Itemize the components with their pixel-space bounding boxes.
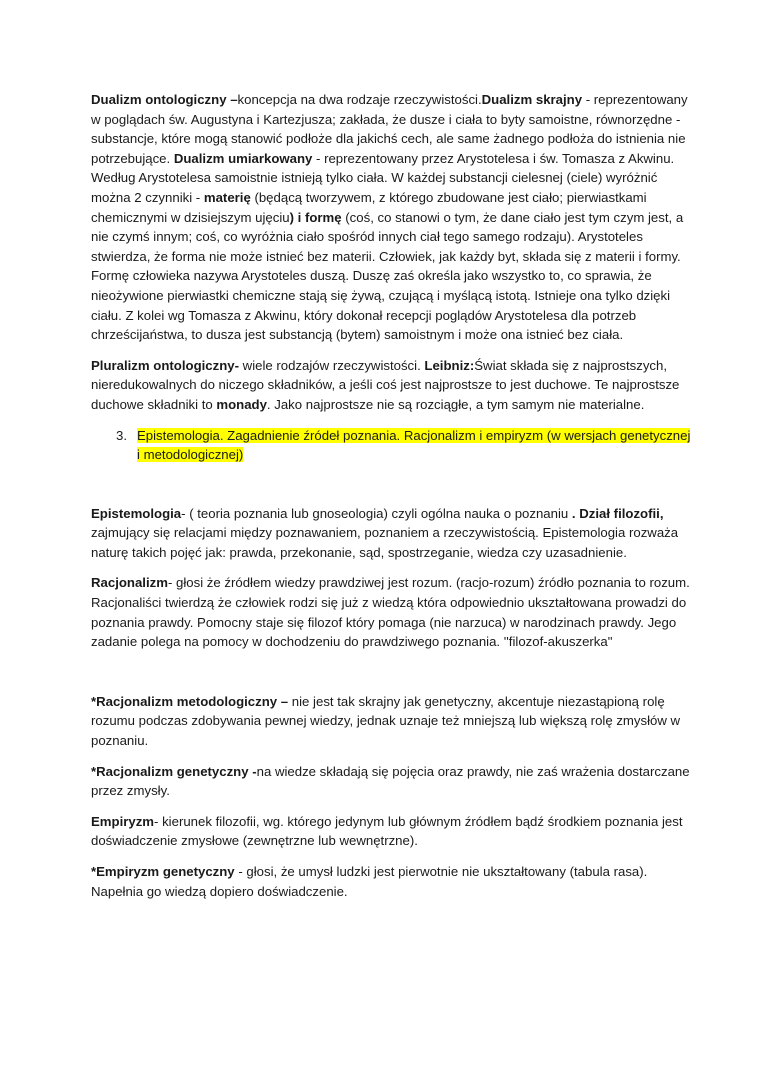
heading-text: Epistemologia. Zagadnienie źródeł poznania. Racjonalizm i empiryzm (w wersjach genetycznej i metodologicznej) bbox=[137, 427, 691, 463]
section-heading bbox=[91, 426, 691, 465]
heading-number: 3. bbox=[116, 427, 127, 443]
document-body bbox=[91, 90, 691, 912]
term-materia: materię bbox=[203, 189, 251, 205]
term-monady: monady bbox=[216, 396, 267, 412]
term-empiryzm-genetyczny: *Empiryzm genetyczny bbox=[91, 864, 235, 879]
paragraph-empiryzm-genetyczny: *Empiryzm genetyczny - głosi, że umysł ludzki jest pierwotnie nie ukształtowany (tabula rasa). Napełnia go wiedzą dopiero doświadczenie. bbox=[91, 864, 648, 899]
paragraph-empiryzm: Empiryzm- kierunek filozofii, wg. którego jedynym lub głównym źródłem bądź środkiem poznania jest doświadczenie zmysłowe (zewnętrzne lub wewnętrzne). bbox=[91, 813, 683, 849]
term-dualizm-skrajny: Dualizm skrajny bbox=[481, 92, 583, 107]
term-dzial-filozofii: . Dział filozofii, bbox=[571, 505, 664, 521]
paragraph-racjonalizm-metodologiczny: *Racjonalizm metodologiczny – nie jest tak skrajny jak genetyczny, akcentuje niezastąpioną rolę rozumu podczas zdobywania pewnej wiedzy, jednak uznaje też mniejszą lub większą rolę zmysłów w poznaniu. bbox=[91, 693, 681, 749]
term-racjonalizm-metodologiczny: *Racjonalizm metodologiczny – bbox=[91, 693, 289, 709]
term-forma: ) i formę bbox=[289, 209, 342, 225]
term-epistemologia: Epistemologia bbox=[91, 505, 182, 521]
paragraph-pluralizm: Pluralizm ontologiczny- wiele rodzajów rzeczywistości. Leibniz:Świat składa się z najprostszych, nieredukowalnych do niczego składników, a jeśli coś jest najprostsze to jest duchowe. Te najprostsze duchowe składniki to monady. Jako najprostsze nie są rozciągłe, a tym samym nie materialne. bbox=[91, 357, 680, 412]
paragraph-racjonalizm: Racjonalizm- głosi że źródłem wiedzy prawdziwej jest rozum. (racjo-rozum) źródło poznania to rozum. Racjonaliści twierdzą że człowiek rodzi się już z wiedzą która odpowiednio ukształtowana prowadzi do poznania prawdy. Pomocny staje się filozof który pomaga (nie narzuca) w narodzinach prawdy. Jego zadanie polega na pomocy w dochodzeniu do prawdziwego poznania. ''filozof-akuszerka" bbox=[91, 575, 690, 650]
term-racjonalizm: Racjonalizm bbox=[91, 575, 168, 591]
paragraph-racjonalizm-genetyczny: *Racjonalizm genetyczny -na wiedze składają się pojęcia oraz prawdy, nie zaś wrażenia dostarczane przez zmysły. bbox=[91, 763, 690, 799]
term-dualizm-ontologiczny: Dualizm ontologiczny – bbox=[91, 92, 238, 107]
term-pluralizm: Pluralizm ontologiczny- bbox=[91, 357, 239, 373]
paragraph-epistemologia: Epistemologia- ( teoria poznania lub gnoseologia) czyli ogólna nauka o poznaniu . Dział filozofii, zajmujący się relacjami między poznawaniem, poznaniem a rzeczywistością. Epistemologia rozważa naturę takich pojęć jak: prawda, przekonanie, sąd, spostrzeganie, wiedza czy uzasadnienie. bbox=[91, 505, 679, 560]
term-racjonalizm-genetyczny: *Racjonalizm genetyczny - bbox=[91, 763, 257, 779]
term-empiryzm: Empiryzm bbox=[91, 813, 155, 829]
term-leibniz: Leibniz: bbox=[424, 357, 475, 373]
term-dualizm-umiarkowany: Dualizm umiarkowany bbox=[173, 150, 313, 166]
paragraph-dualizm: Dualizm ontologiczny –koncepcja na dwa rodzaje rzeczywistości.Dualizm skrajny - reprezentowany w poglądach św. Augustyna i Kartezjusza; zakłada, że dusze i ciała to byty samoistne, równorzędne - substancje, które mogą stanowić podłoże dla jakichś cech, ale same żadnego podłoża do istnienia nie potrzebujące. Dualizm umiarkowany - reprezentowany przez Arystotelesa i św. Tomasza z Akwinu. Według Arystotelesa samoistnie istnieją tylko ciała. W każdej substancji cielesnej (ciele) wyróżnić można 2 czynniki - materię (będącą tworzywem, z którego zbudowane jest ciało; pierwiastkami chemicznymi w dzisiejszym ujęciu) i formę (coś, co stanowi o tym, że dane ciało jest tym czym jest, a nie czymś innym; coś, co wyróżnia ciało spośród innych ciał tego samego rodzaju). Arystoteles stwierdza, że forma nie może istnieć bez materii. Człowiek, jak każdy byt, składa się z materii i formy. Formę człowieka nazywa Arystoteles duszą. Duszę zaś określa jako wszystko to, co sprawia, że nieożywione pierwiastki chemiczne stają się żywą, czującą i myślącą istotą. Istnieje ona tylko dzięki ciału. Z kolei wg Tomasza z Akwinu, który dokonał recepcji poglądów Arystotelesa dla potrzeb chrześcijaństwa, to dusza jest substancją (bytem) samoistnym i może ona istnieć bez ciała. bbox=[91, 92, 688, 343]
